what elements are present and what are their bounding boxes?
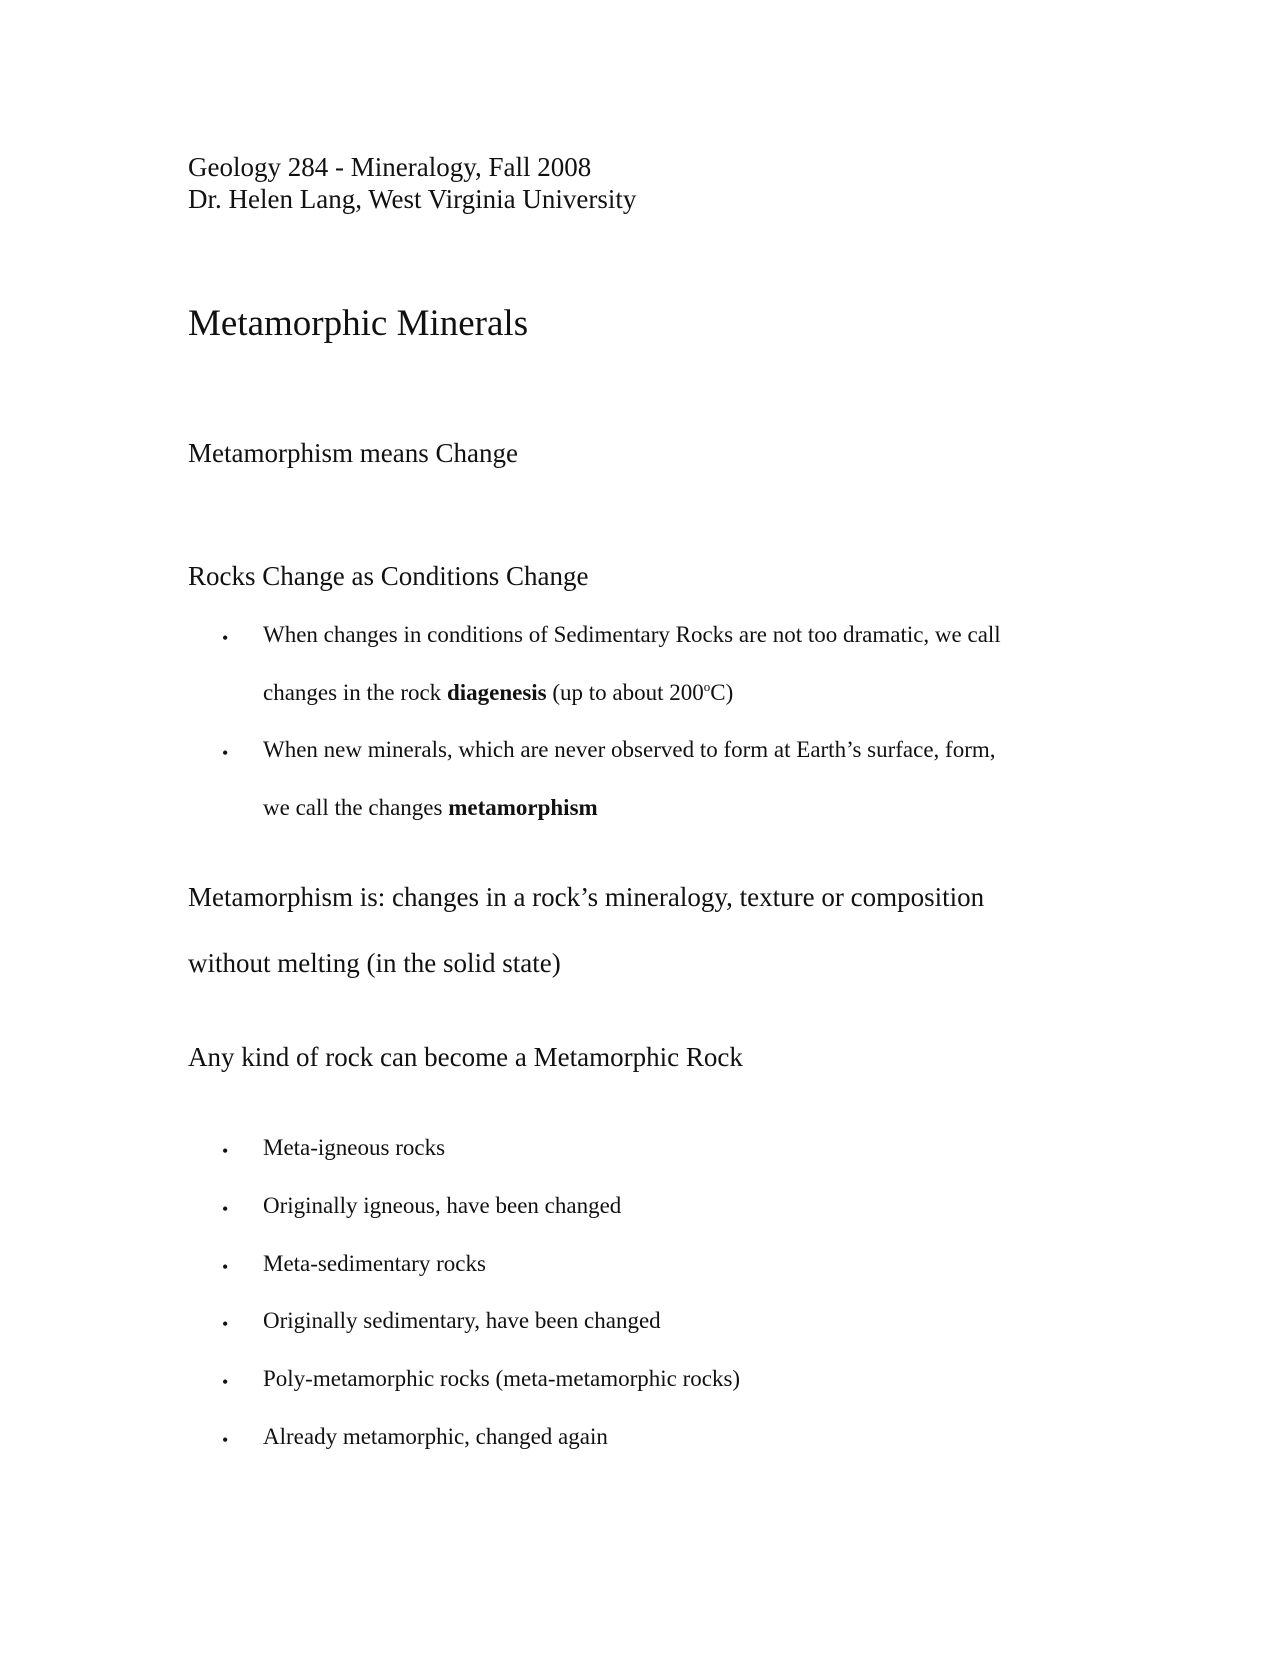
list-item: Originally sedimentary, have been changed — [263, 1308, 661, 1333]
list-item: Poly-metamorphic rocks (meta-metamorphic rocks) — [263, 1366, 741, 1391]
instructor-line: Dr. Helen Lang, West Virginia University — [188, 184, 637, 214]
bullet1-line2-pre: changes in the rock — [263, 680, 447, 705]
bullet-icon: • — [222, 743, 229, 763]
section-heading-any-rock: Any kind of rock can become a Metamorphic Rock — [188, 1042, 743, 1072]
bullet2-line1: When new minerals, which are never observed to form at Earth’s surface, form, — [263, 737, 996, 762]
bullet-icon: • — [222, 1372, 229, 1392]
course-line: Geology 284 - Mineralogy, Fall 2008 — [188, 152, 592, 182]
list-item: Already metamorphic, changed again — [263, 1424, 608, 1449]
bullet-icon: • — [222, 1141, 229, 1161]
bullet-icon: • — [222, 628, 229, 648]
list-item: Originally igneous, have been changed — [263, 1193, 622, 1218]
bullet2-line2 — [263, 794, 598, 822]
definition-line2: without melting (in the solid state) — [188, 948, 561, 978]
bullet1-line2-post: C) — [710, 680, 734, 705]
degree-superscript: o — [703, 679, 711, 694]
bullet1-line1: When changes in conditions of Sedimentary Rocks are not too dramatic, we call — [263, 622, 1001, 647]
page-title: Metamorphic Minerals — [188, 303, 529, 344]
section-heading-rocks-change: Rocks Change as Conditions Change — [188, 561, 589, 591]
term-metamorphism: metamorphism — [448, 795, 598, 820]
bullet1-line2-mid: (up to about 200 — [546, 680, 704, 705]
list-item: Meta-igneous rocks — [263, 1135, 446, 1160]
bullet-icon: • — [222, 1257, 229, 1277]
bullet-icon: • — [222, 1314, 229, 1334]
section-heading-metamorphism-means-change: Metamorphism means Change — [188, 438, 518, 468]
list-item: Meta-sedimentary rocks — [263, 1251, 486, 1276]
bullet1-line2 — [263, 679, 733, 707]
term-diagenesis: diagenesis — [446, 680, 547, 705]
bullet2-line2-pre: we call the changes — [263, 795, 449, 820]
bullet-icon: • — [222, 1430, 229, 1450]
definition-line1: Metamorphism is: changes in a rock’s mineralogy, texture or composition — [188, 882, 985, 912]
bullet-icon: • — [222, 1199, 229, 1219]
